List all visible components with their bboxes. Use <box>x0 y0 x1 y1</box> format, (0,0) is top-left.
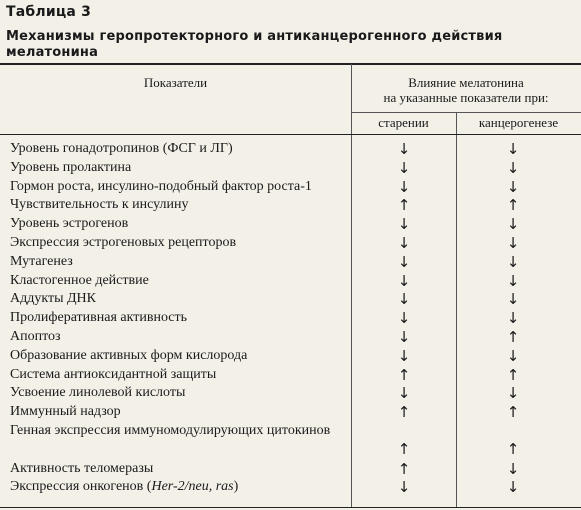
table-top-rule <box>0 63 581 65</box>
row-label: Уровень гонадотропинов (ФСГ и ЛГ) <box>10 141 233 156</box>
aging-arrow: ↓ <box>397 346 411 365</box>
header-influence-line1: Влияние мелатонина <box>408 75 524 90</box>
carcinogenesis-arrow: ↓ <box>506 215 520 234</box>
carcinogenesis-arrow: ↓ <box>506 384 520 403</box>
carcinogenesis-arrow: ↓ <box>506 346 520 365</box>
table-row <box>0 346 581 365</box>
aging-arrow: ↑ <box>397 365 411 384</box>
carcinogenesis-arrow: ↓ <box>506 478 520 497</box>
row-label: Аддукты ДНК <box>10 291 96 307</box>
row-label: Гормон роста, инсулино-подобный фактор роста-1 <box>10 178 312 194</box>
aging-arrow: ↓ <box>397 252 411 271</box>
table-row <box>0 195 581 214</box>
row-label: Генная экспрессия иммуномодулирующих цитокинов <box>10 422 331 438</box>
row-label: Активность теломеразы <box>10 460 154 476</box>
row-label: Иммунный надзор <box>10 404 121 420</box>
carcinogenesis-arrow: ↑ <box>506 327 520 346</box>
aging-arrow: ↑ <box>397 439 411 458</box>
row-label: Экспрессия эстрогеновых рецепторов <box>10 234 237 250</box>
table-row <box>0 477 581 496</box>
aging-arrow: ↑ <box>397 403 411 422</box>
carcinogenesis-arrow: ↓ <box>506 233 520 252</box>
table-label: Таблица 3 <box>6 4 92 20</box>
table-row <box>0 327 581 346</box>
carcinogenesis-arrow: ↑ <box>506 403 520 422</box>
aging-arrow: ↓ <box>397 233 411 252</box>
aging-arrow: ↑ <box>397 459 411 478</box>
table-row <box>0 252 581 271</box>
row-label-italic: Her-2/neu, ras <box>151 479 234 495</box>
table-row <box>0 459 581 478</box>
row-label: Уровень эстрогенов <box>10 216 129 232</box>
carcinogenesis-arrow: ↓ <box>506 140 520 158</box>
carcinogenesis-arrow: ↓ <box>506 290 520 309</box>
aging-arrow: ↓ <box>397 140 411 158</box>
table-row <box>0 308 581 327</box>
subheader-rule <box>351 112 581 113</box>
header-influence <box>351 75 581 105</box>
header-carcinogenesis: канцерогенезе <box>478 115 559 130</box>
aging-arrow: ↓ <box>397 478 411 497</box>
carcinogenesis-arrow: ↓ <box>506 252 520 271</box>
table-row <box>0 177 581 196</box>
table-title: Механизмы геропротекторного и антиканцерогенного действия мелатонина <box>6 29 503 60</box>
header-bottom-rule <box>0 134 581 135</box>
table-row <box>0 214 581 233</box>
row-label: Кластогенное действие <box>10 272 149 288</box>
row-label-suffix: ) <box>233 479 239 495</box>
table-bottom-rule <box>0 507 581 508</box>
row-label: Апоптоз <box>10 328 61 344</box>
row-label: Пролиферативная активность <box>10 310 188 326</box>
header-influence-line2: на указанные показатели при: <box>383 90 549 105</box>
table-body <box>0 139 581 496</box>
table-row <box>0 421 581 459</box>
row-label: Усвоение линолевой кислоты <box>10 385 186 401</box>
aging-arrow: ↓ <box>397 158 411 177</box>
aging-arrow: ↑ <box>397 196 411 215</box>
table-row <box>0 139 581 158</box>
row-label: Чувствительность к инсулину <box>10 197 189 213</box>
table-row <box>0 233 581 252</box>
aging-arrow: ↓ <box>397 271 411 290</box>
row-label-prefix: Экспрессия онкогенов ( <box>10 479 152 495</box>
row-label: Система антиоксидантной защиты <box>10 366 217 382</box>
table-row <box>0 271 581 290</box>
table-row <box>0 383 581 402</box>
aging-arrow: ↓ <box>397 327 411 346</box>
carcinogenesis-arrow: ↓ <box>506 309 520 328</box>
table-row <box>0 365 581 384</box>
carcinogenesis-arrow: ↓ <box>506 177 520 196</box>
carcinogenesis-arrow: ↓ <box>506 158 520 177</box>
carcinogenesis-arrow: ↓ <box>506 459 520 478</box>
row-label: Образование активных форм кислорода <box>10 347 248 363</box>
table-row <box>0 158 581 177</box>
row-label: Мутагенез <box>10 253 73 269</box>
aging-arrow: ↓ <box>397 309 411 328</box>
header-aging: старении <box>378 115 429 130</box>
carcinogenesis-arrow: ↑ <box>506 439 520 458</box>
table-row <box>0 402 581 421</box>
carcinogenesis-arrow: ↓ <box>506 271 520 290</box>
carcinogenesis-arrow: ↑ <box>506 365 520 384</box>
header-params: Показатели <box>143 75 208 90</box>
aging-arrow: ↓ <box>397 177 411 196</box>
aging-arrow: ↓ <box>397 384 411 403</box>
aging-arrow: ↓ <box>397 215 411 234</box>
row-label: Уровень пролактина <box>10 159 132 175</box>
row-label <box>10 478 346 497</box>
carcinogenesis-arrow: ↑ <box>506 196 520 215</box>
table-row <box>0 289 581 308</box>
aging-arrow: ↓ <box>397 290 411 309</box>
